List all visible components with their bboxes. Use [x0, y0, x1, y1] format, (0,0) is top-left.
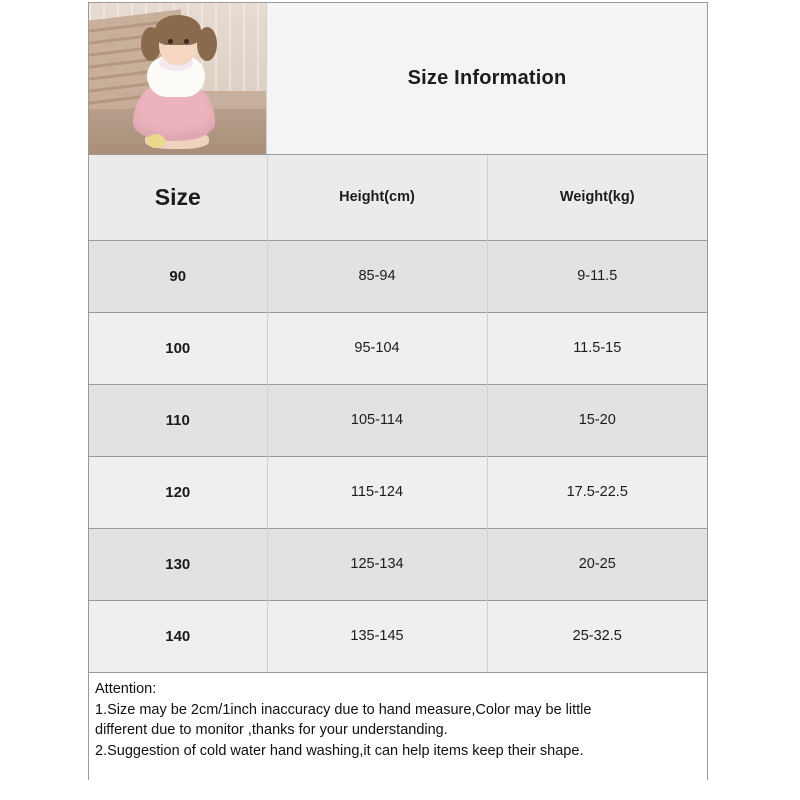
child-model-image	[89, 3, 266, 154]
cell-size: 140	[89, 600, 267, 672]
cell-height: 105-114	[267, 384, 487, 456]
cell-height: 135-145	[267, 600, 487, 672]
cell-size: 120	[89, 456, 267, 528]
cell-height: 115-124	[267, 456, 487, 528]
cell-weight: 11.5-15	[487, 312, 707, 384]
note-line-3: 2.Suggestion of cold water hand washing,it can help items keep their shape.	[95, 742, 584, 759]
table-row	[89, 384, 707, 456]
cell-height: 125-134	[267, 528, 487, 600]
cell-size: 90	[89, 240, 267, 312]
table-body	[89, 240, 707, 672]
left-eye-shape	[168, 39, 173, 44]
column-header-size: Size	[89, 155, 267, 240]
toy-shape	[147, 134, 165, 148]
chart-header	[89, 3, 707, 155]
attention-note	[89, 672, 707, 794]
title-cell	[267, 3, 707, 154]
note-line-2: different due to monitor ,thanks for your understanding.	[95, 722, 448, 739]
cell-height: 85-94	[267, 240, 487, 312]
table-row	[89, 312, 707, 384]
cell-size: 130	[89, 528, 267, 600]
table-row	[89, 528, 707, 600]
cell-weight: 25-32.5	[487, 600, 707, 672]
note-heading: Attention:	[95, 681, 157, 697]
table-row	[89, 600, 707, 672]
table-header-row	[89, 155, 707, 240]
column-header-weight: Weight(kg)	[487, 155, 707, 240]
cell-weight: 17.5-22.5	[487, 456, 707, 528]
cell-size: 110	[89, 384, 267, 456]
product-photo	[89, 3, 267, 154]
table-row	[89, 456, 707, 528]
size-chart	[88, 2, 708, 780]
table-row	[89, 240, 707, 312]
hair-shape	[155, 15, 201, 45]
column-header-height: Height(cm)	[267, 155, 487, 240]
size-table	[89, 155, 707, 672]
right-eye-shape	[184, 39, 189, 44]
cell-size: 100	[89, 312, 267, 384]
cell-weight: 15-20	[487, 384, 707, 456]
note-line-1: 1.Size may be 2cm/1inch inaccuracy due to hand measure,Color may be little	[95, 701, 592, 718]
cell-height: 95-104	[267, 312, 487, 384]
cell-weight: 9-11.5	[487, 240, 707, 312]
table-header	[89, 155, 707, 240]
page-title: Size Information	[407, 67, 567, 89]
cell-weight: 20-25	[487, 528, 707, 600]
